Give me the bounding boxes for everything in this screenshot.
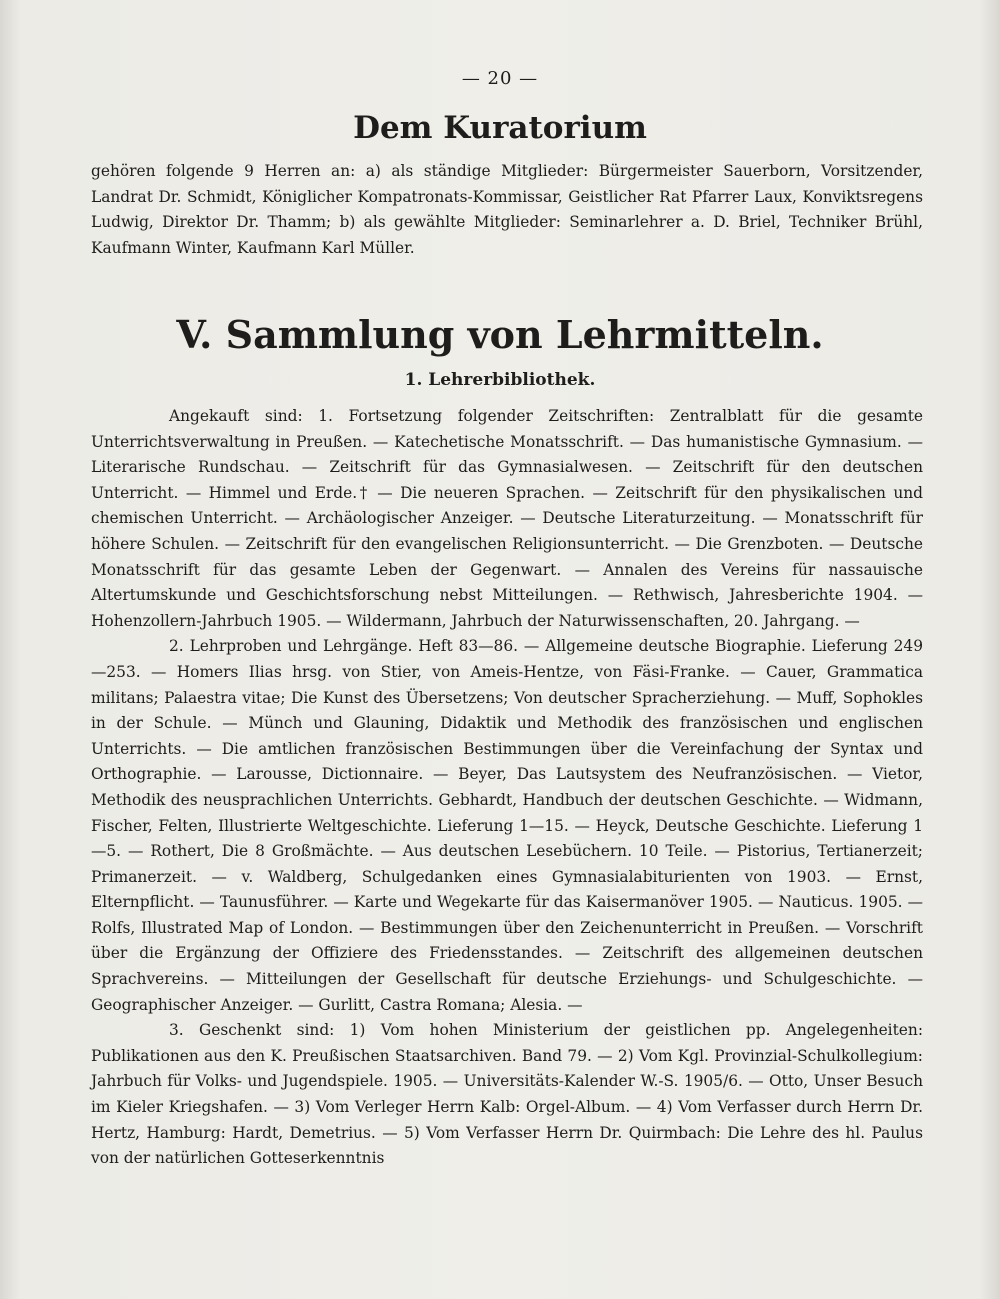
heading-curatorium: Dem Kuratorium: [353, 110, 647, 146]
library-text: [91, 404, 923, 1172]
curatorium-text: gehören folgende 9 Herren an: a) als ständige Mitglieder: Bürgermeister Sauerborn, Vorsitzender, Landrat Dr. Schmidt, Königlicher Kompatronats-Kommissar, Geistlicher Rat Pfarrer Laux, Konviktsregens Ludwig, Direktor Dr. Thamm; b) als gewählte Mitglieder: Seminarlehrer a. D. Briel, Techniker Brühl, Kaufmann Winter, Kaufmann Karl Müller.: [91, 162, 923, 257]
section-heading-lehrmittel: V. Sammlung von Lehrmitteln.: [176, 312, 824, 357]
library-paragraph-2: 2. Lehrproben und Lehrgänge. Heft 83—86. — Allgemeine deutsche Biographie. Lieferung 249—253. — Homers Ilias hrsg. von Stier, von Ameis-Hentze, von Fäsi-Franke. — Cauer, Grammatica militans; Palaestra vitae; Die Kunst des Übersetzens; Von deutscher Spracherziehung. — Muff, Sophokles in der Schule. — Münch und Glauning, Didaktik und Methodik des französischen und englischen Unterrichts. — Die amtlichen französischen Bestimmungen über die Vereinfachung der Syntax und Orthographie. — Larousse, Dictionnaire. — Beyer, Das Lautsystem des Neufranzösischen. — Vietor, Methodik des neusprachlichen Unterrichts. Gebhardt, Handbuch der deutschen Geschichte. — Widmann, Fischer, Felten, Illustrierte Weltgeschichte. Lieferung 1—15. — Heyck, Deutsche Geschichte. Lieferung 1—5. — Rothert, Die 8 Großmächte. — Aus deutschen Lesebüchern. 10 Teile. — Pistorius, Tertianerzeit; Primanerzeit. — v. Waldberg, Schulgedanken eines Gymnasialabiturienten von 1903. — Ernst, Elternpflicht. — Taunusführer. — Karte und Wegekarte für das Kaisermanöver 1905. — Nauticus. 1905. — Rolfs, Illustrated Map of London. — Bestimmungen über den Zeichenunterricht in Preußen. — Vorschrift über die Ergänzung der Offiziere des Friedensstandes. — Zeitschrift des allgemeinen deutschen Sprachvereins. — Mitteilungen der Gesellschaft für deutsche Erziehungs- und Schulgeschichte. — Geographischer Anzeiger. — Gurlitt, Castra Romana; Alesia. —: [91, 637, 923, 1014]
curatorium-paragraph: [91, 159, 923, 261]
page-number: — 20 —: [461, 68, 539, 89]
library-paragraph-3: 3. Geschenkt sind: 1) Vom hohen Ministerium der geistlichen pp. Angelegenheiten: Publikationen aus den K. Preußischen Staatsarchiven. Band 79. — 2) Vom Kgl. Provinzial-Schulkollegium: Jahrbuch für Volks- und Jugendspiele. 1905. — Universitäts-Kalender W.-S. 1905/6. — Otto, Unser Besuch im Kieler Kriegshafen. — 3) Vom Verleger Herrn Kalb: Orgel-Album. — 4) Vom Verfasser durch Herrn Dr. Hertz, Hamburg: Hardt, Demetrius. — 5) Vom Verfasser Herrn Dr. Quirmbach: Die Lehre des hl. Paulus von der natürlichen Gotteserkenntnis: [91, 1021, 923, 1168]
subsection-heading-lehrerbibliothek: 1. Lehrerbibliothek.: [404, 370, 596, 390]
library-paragraph-1: Angekauft sind: 1. Fortsetzung folgender Zeitschriften: Zentralblatt für die gesamte Unterrichtsverwaltung in Preußen. — Katechetische Monatsschrift. — Das humanistische Gymnasium. — Literarische Rundschau. — Zeitschrift für das Gymnasialwesen. — Zeitschrift für den deutschen Unterricht. — Himmel und Erde.† — Die neueren Sprachen. — Zeitschrift für den physikalischen und chemischen Unterricht. — Archäologischer Anzeiger. — Deutsche Literaturzeitung. — Monatsschrift für höhere Schulen. — Zeitschrift für den evangelischen Religionsunterricht. — Die Grenzboten. — Deutsche Monatsschrift für das gesamte Leben der Gegenwart. — Annalen des Vereins für nassauische Altertumskunde und Geschichtsforschung nebst Mitteilungen. — Rethwisch, Jahresberichte 1904. — Hohenzollern-Jahrbuch 1905. — Wildermann, Jahrbuch der Naturwissenschaften, 20. Jahrgang. —: [91, 407, 923, 630]
